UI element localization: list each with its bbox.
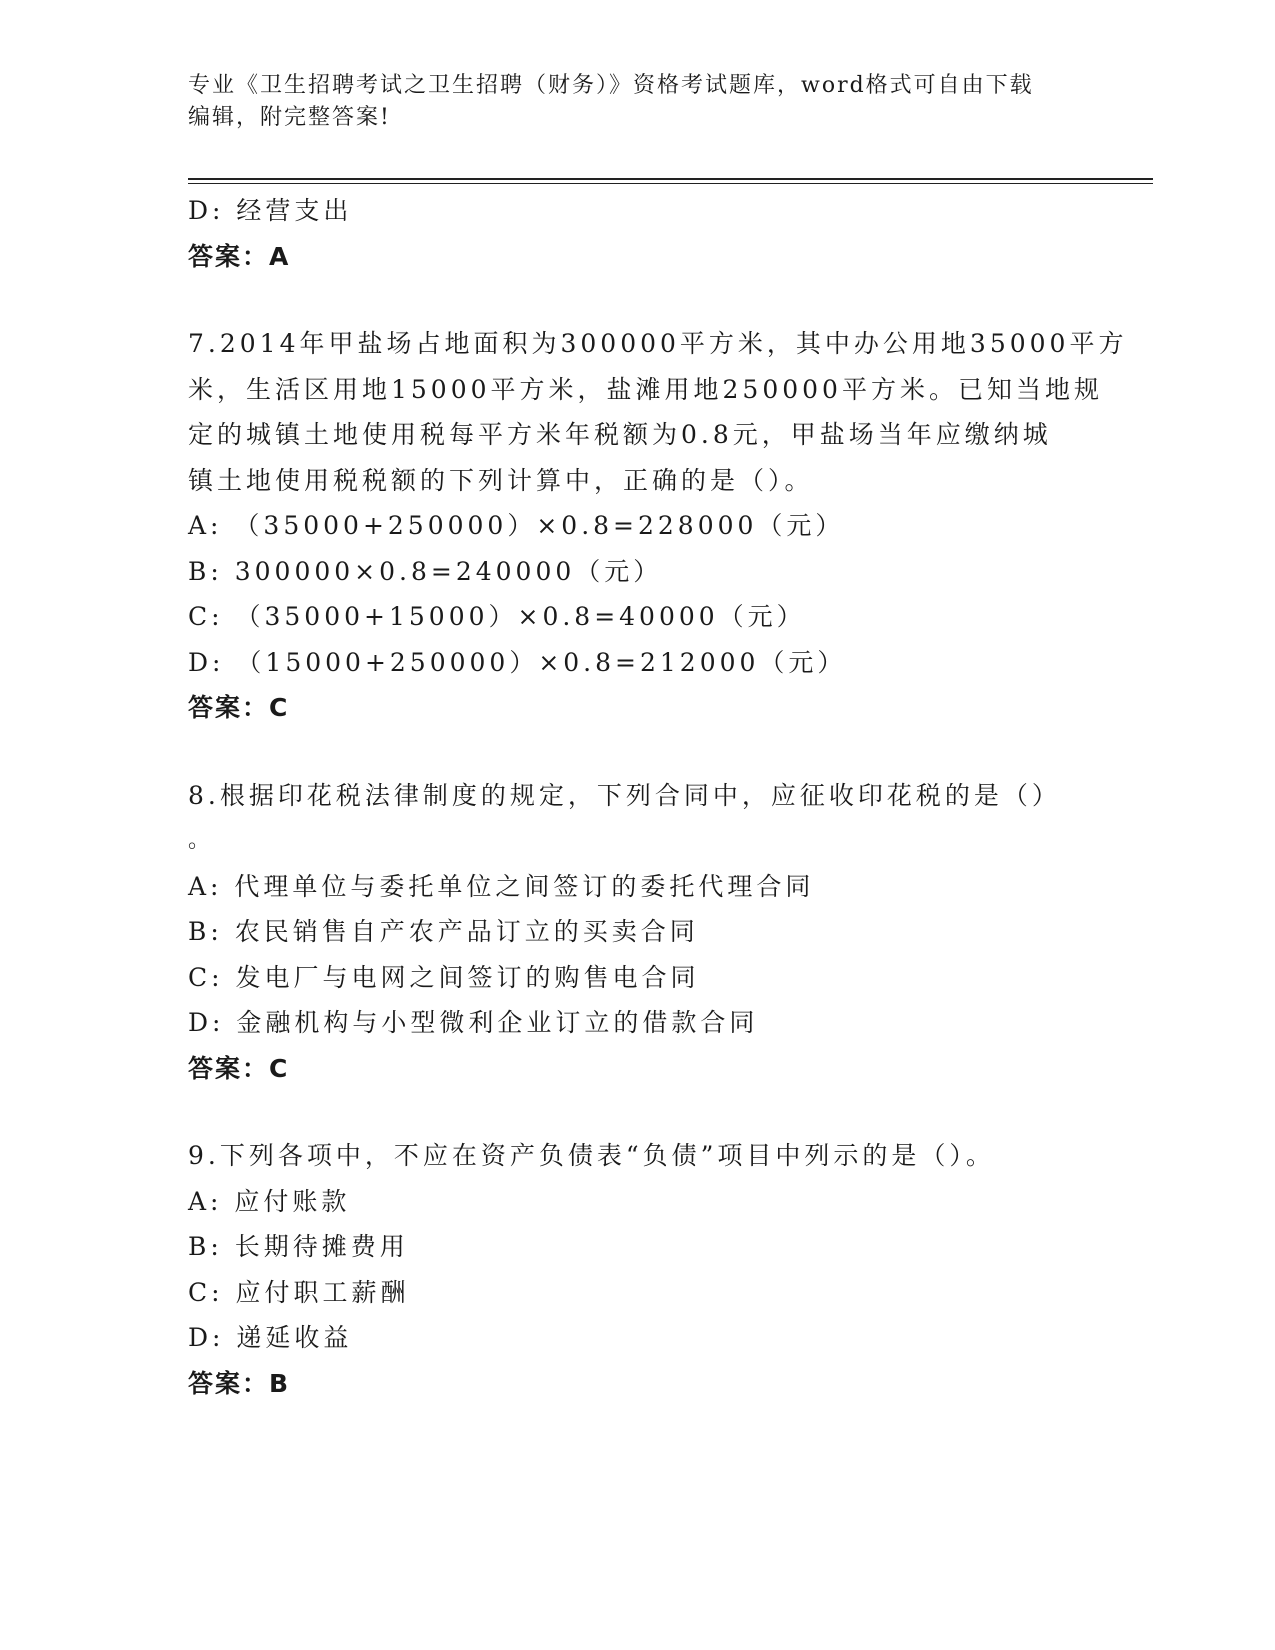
spacer xyxy=(188,731,1088,773)
q8-option-c: C: 发电厂与电网之间签订的购售电合同 xyxy=(188,962,700,992)
header-rule-thick xyxy=(188,178,1153,180)
prev-answer: 答案：A xyxy=(188,241,291,271)
q9-option-d: D: 递延收益 xyxy=(188,1323,353,1352)
q7-stem-line-3: 定的城镇土地使用税每平方米年税额为0.8元，甲盐场当年应缴纳城 xyxy=(188,420,1052,449)
q8-option-d: D: 金融机构与小型微利企业订立的借款合同 xyxy=(188,1008,759,1037)
q8-stem: 8.根据印花税法律制度的规定，下列合同中，应征收印花税的是（） xyxy=(188,780,1061,810)
q7-stem-line-4: 镇土地使用税税额的下列计算中，正确的是（）。 xyxy=(188,465,814,495)
q9-answer: 答案：B xyxy=(188,1368,291,1398)
prev-option-d: D: 经营支出 xyxy=(188,196,353,225)
q7-answer: 答案：C xyxy=(188,693,290,722)
question-9 xyxy=(188,1133,1088,1406)
question-7 xyxy=(188,321,1128,731)
question-content xyxy=(188,188,1128,1406)
page-header xyxy=(188,70,1088,134)
q7-stem-line-2: 米，生活区用地15000平方米，盐滩用地250000平方米。已知当地规 xyxy=(188,374,1103,404)
question-8 xyxy=(188,773,1088,1092)
q8-answer: 答案：C xyxy=(188,1053,290,1083)
q9-option-b: B: 长期待摊费用 xyxy=(188,1232,409,1261)
q7-option-c: C: （35000+15000）×0.8=40000（元） xyxy=(188,602,806,631)
q7-option-a: A: （35000+250000）×0.8=228000（元） xyxy=(188,511,845,540)
q8-option-b: B: 农民销售自产农产品订立的买卖合同 xyxy=(188,917,699,946)
q8-option-a: A: 代理单位与委托单位之间签订的委托代理合同 xyxy=(188,871,815,901)
q7-stem-line-1: 7.2014年甲盐场占地面积为300000平方米，其中办公用地35000平方 xyxy=(188,329,1128,358)
spacer xyxy=(188,279,1088,321)
header-title-line-2: 编辑，附完整答案! xyxy=(188,105,391,130)
q9-stem: 9.下列各项中，不应在资产负债表“负债”项目中列示的是（）。 xyxy=(188,1141,995,1170)
q7-option-d: D: （15000+250000）×0.8=212000（元） xyxy=(188,647,847,677)
q9-option-c: C: 应付职工薪酬 xyxy=(188,1277,410,1307)
spacer xyxy=(188,1091,1088,1133)
header-title-line-1: 专业《卫生招聘考试之卫生招聘（财务）》资格考试题库，word格式可自由下载 xyxy=(188,73,1034,98)
q9-option-a: A: 应付账款 xyxy=(188,1186,351,1216)
header-rule-thin xyxy=(188,183,1153,184)
q7-option-b: B: 300000×0.8=240000（元） xyxy=(188,556,663,586)
q8-stem-tail: 。 xyxy=(188,828,215,853)
